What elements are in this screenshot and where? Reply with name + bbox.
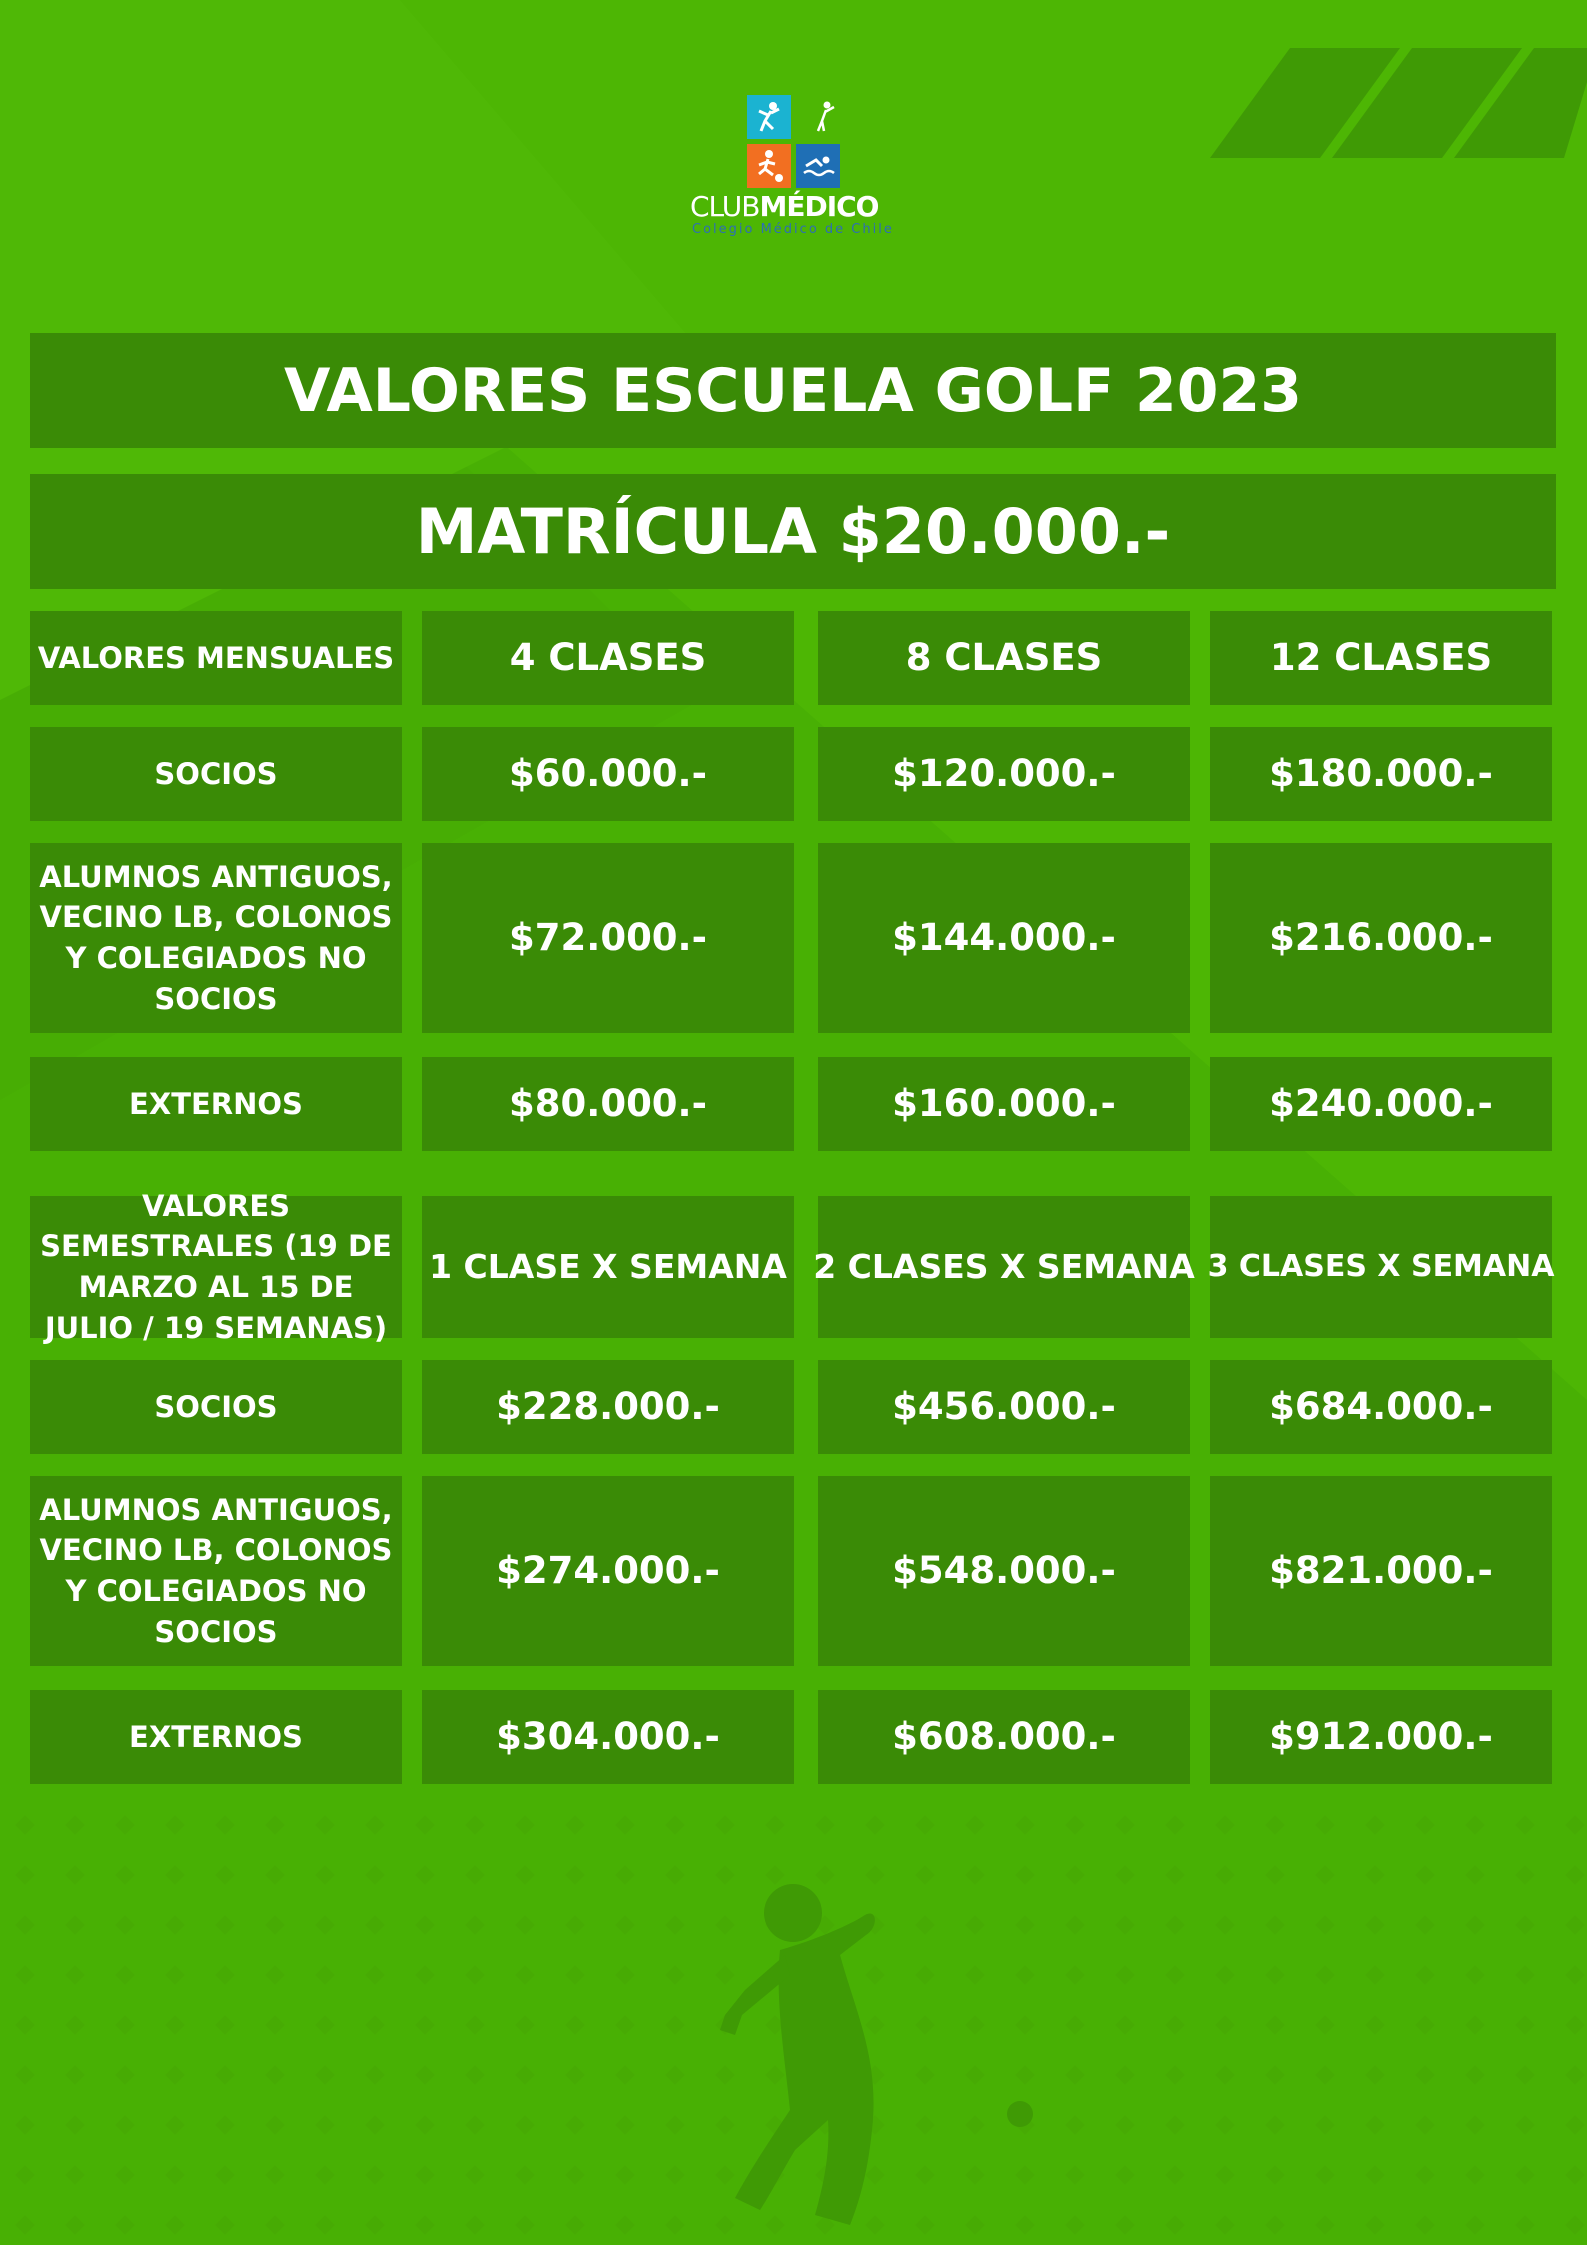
- monthly-header-8-classes: 8 CLASES: [818, 611, 1190, 705]
- club-medico-logo: [680, 90, 910, 250]
- semester-price-cell: $608.000.-: [818, 1690, 1190, 1784]
- monthly-price-cell: $180.000.-: [1210, 727, 1552, 821]
- semester-price-cell: $912.000.-: [1210, 1690, 1552, 1784]
- monthly-row-label: EXTERNOS: [30, 1057, 402, 1151]
- semester-row-label: ALUMNOS ANTIGUOS, VECINO LB, COLONOS Y COLEGIADOS NO SOCIOS: [30, 1476, 402, 1666]
- monthly-price-cell: $240.000.-: [1210, 1057, 1552, 1151]
- semester-header-3-classes: 3 CLASES X SEMANA: [1210, 1196, 1552, 1338]
- monthly-price-cell: $60.000.-: [422, 727, 794, 821]
- logo-subtitle: Colegio Médico de Chile: [692, 222, 894, 237]
- semester-price-cell: $684.000.-: [1210, 1360, 1552, 1454]
- monthly-price-cell: $144.000.-: [818, 843, 1190, 1033]
- logo-wordmark: CLUBMÉDICO: [690, 190, 879, 223]
- semester-row-label: EXTERNOS: [30, 1690, 402, 1784]
- monthly-row-label: ALUMNOS ANTIGUOS, VECINO LB, COLONOS Y COLEGIADOS NO SOCIOS: [30, 843, 402, 1033]
- monthly-header-12-classes: 12 CLASES: [1210, 611, 1552, 705]
- stripes-decoration: [1210, 48, 1587, 158]
- semester-price-cell: $274.000.-: [422, 1476, 794, 1666]
- monthly-price-cell: $80.000.-: [422, 1057, 794, 1151]
- soccer-icon: [747, 144, 791, 188]
- swimming-icon: [796, 144, 840, 188]
- semester-header-label: VALORES SEMESTRALES (19 DE MARZO AL 15 DE JULIO / 19 SEMANAS): [30, 1196, 402, 1338]
- semester-header-2-classes: 2 CLASES X SEMANA: [818, 1196, 1190, 1338]
- semester-price-cell: $304.000.-: [422, 1690, 794, 1784]
- monthly-row-label: SOCIOS: [30, 727, 402, 821]
- enrollment-fee: MATRÍCULA $20.000.-: [30, 474, 1556, 589]
- monthly-price-cell: $160.000.-: [818, 1057, 1190, 1151]
- golf-icon: [802, 95, 846, 139]
- semester-price-cell: $228.000.-: [422, 1360, 794, 1454]
- monthly-price-cell: $72.000.-: [422, 843, 794, 1033]
- semester-price-cell: $548.000.-: [818, 1476, 1190, 1666]
- semester-price-cell: $456.000.-: [818, 1360, 1190, 1454]
- monthly-price-cell: $120.000.-: [818, 727, 1190, 821]
- page-title: VALORES ESCUELA GOLF 2023: [30, 333, 1556, 448]
- monthly-price-cell: $216.000.-: [1210, 843, 1552, 1033]
- semester-row-label: SOCIOS: [30, 1360, 402, 1454]
- semester-price-cell: $821.000.-: [1210, 1476, 1552, 1666]
- semester-header-1-class: 1 CLASE X SEMANA: [422, 1196, 794, 1338]
- monthly-header-label: VALORES MENSUALES: [30, 611, 402, 705]
- monthly-header-4-classes: 4 CLASES: [422, 611, 794, 705]
- tennis-icon: [747, 95, 791, 139]
